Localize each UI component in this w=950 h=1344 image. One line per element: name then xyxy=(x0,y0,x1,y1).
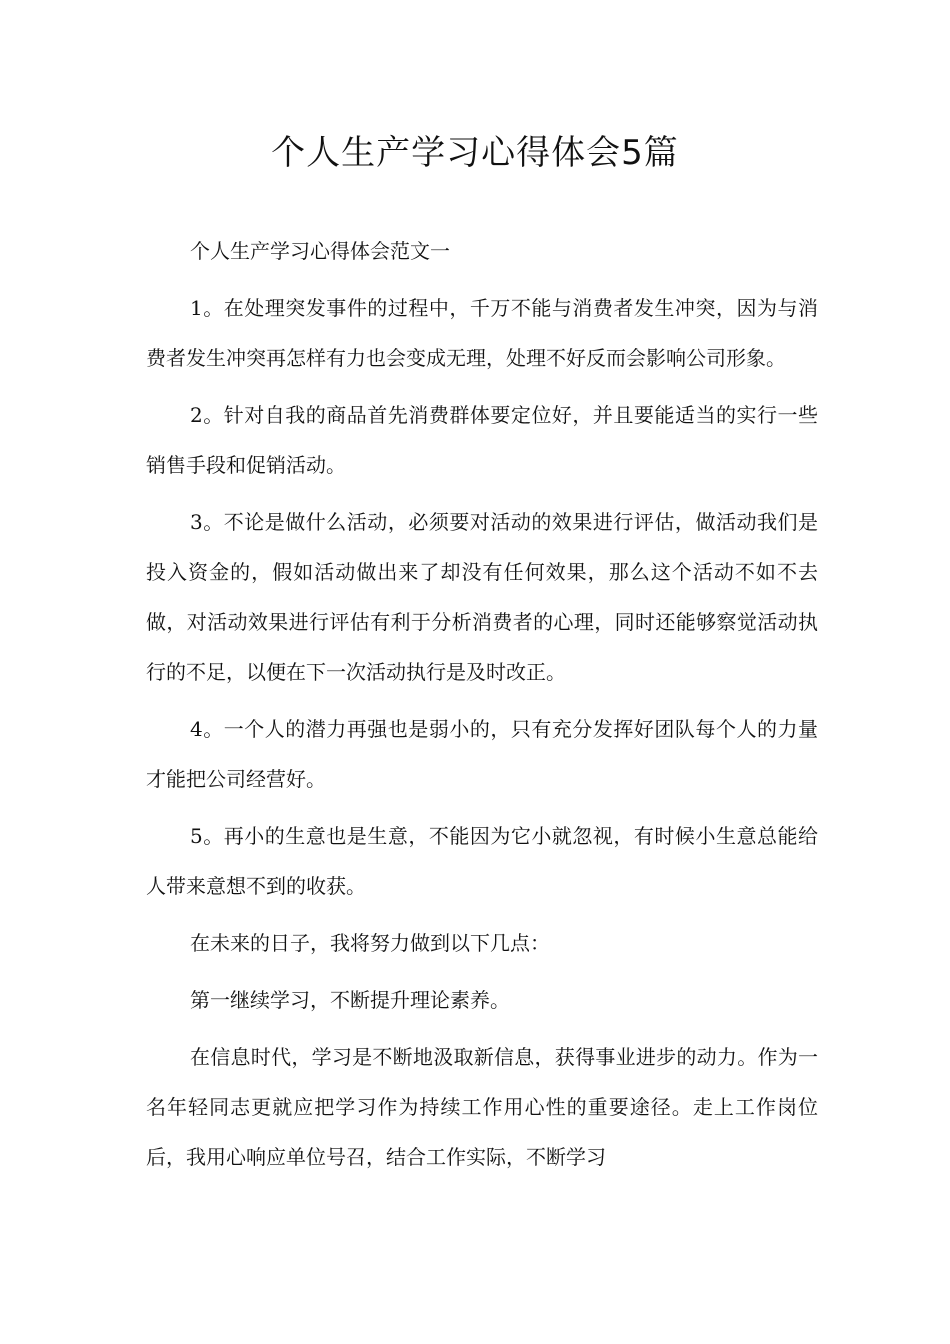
paragraph: 在信息时代，学习是不断地汲取新信息，获得事业进步的动力。作为一名年轻同志更就应把学习作为持续工作用心性的重要途径。走上工作岗位后，我用心响应单位号召，结合工作实际，不断学习 xyxy=(146,1045,818,1169)
paragraph: 3。不论是做什么活动，必须要对活动的效果进行评估，做活动我们是投入资金的，假如活动做出来了却没有任何效果，那么这个活动不如不去做，对活动效果进行评估有利于分析消费者的心理，同时还能够察觉活动执行的不足，以便在下一次活动执行是及时改正。 xyxy=(146,510,818,684)
paragraph: 1。在处理突发事件的过程中，千万不能与消费者发生冲突，因为与消费者发生冲突再怎样有力也会变成无理，处理不好反而会影响公司形象。 xyxy=(146,296,818,370)
document-body xyxy=(146,226,818,1189)
section-heading: 个人生产学习心得体会范文一 xyxy=(190,239,450,263)
paragraph: 4。一个人的潜力再强也是弱小的，只有充分发挥好团队每个人的力量才能把公司经营好。 xyxy=(146,717,818,791)
document-title: 个人生产学习心得体会5篇 xyxy=(271,133,679,173)
paragraph: 在未来的日子，我将努力做到以下几点： xyxy=(190,931,550,955)
paragraph: 5。再小的生意也是生意，不能因为它小就忽视，有时候小生意总能给人带来意想不到的收获。 xyxy=(146,824,818,898)
paragraph: 第一继续学习，不断提升理论素养。 xyxy=(190,988,510,1012)
paragraph: 2。针对自我的商品首先消费群体要定位好，并且要能适当的实行一些销售手段和促销活动。 xyxy=(146,403,818,477)
